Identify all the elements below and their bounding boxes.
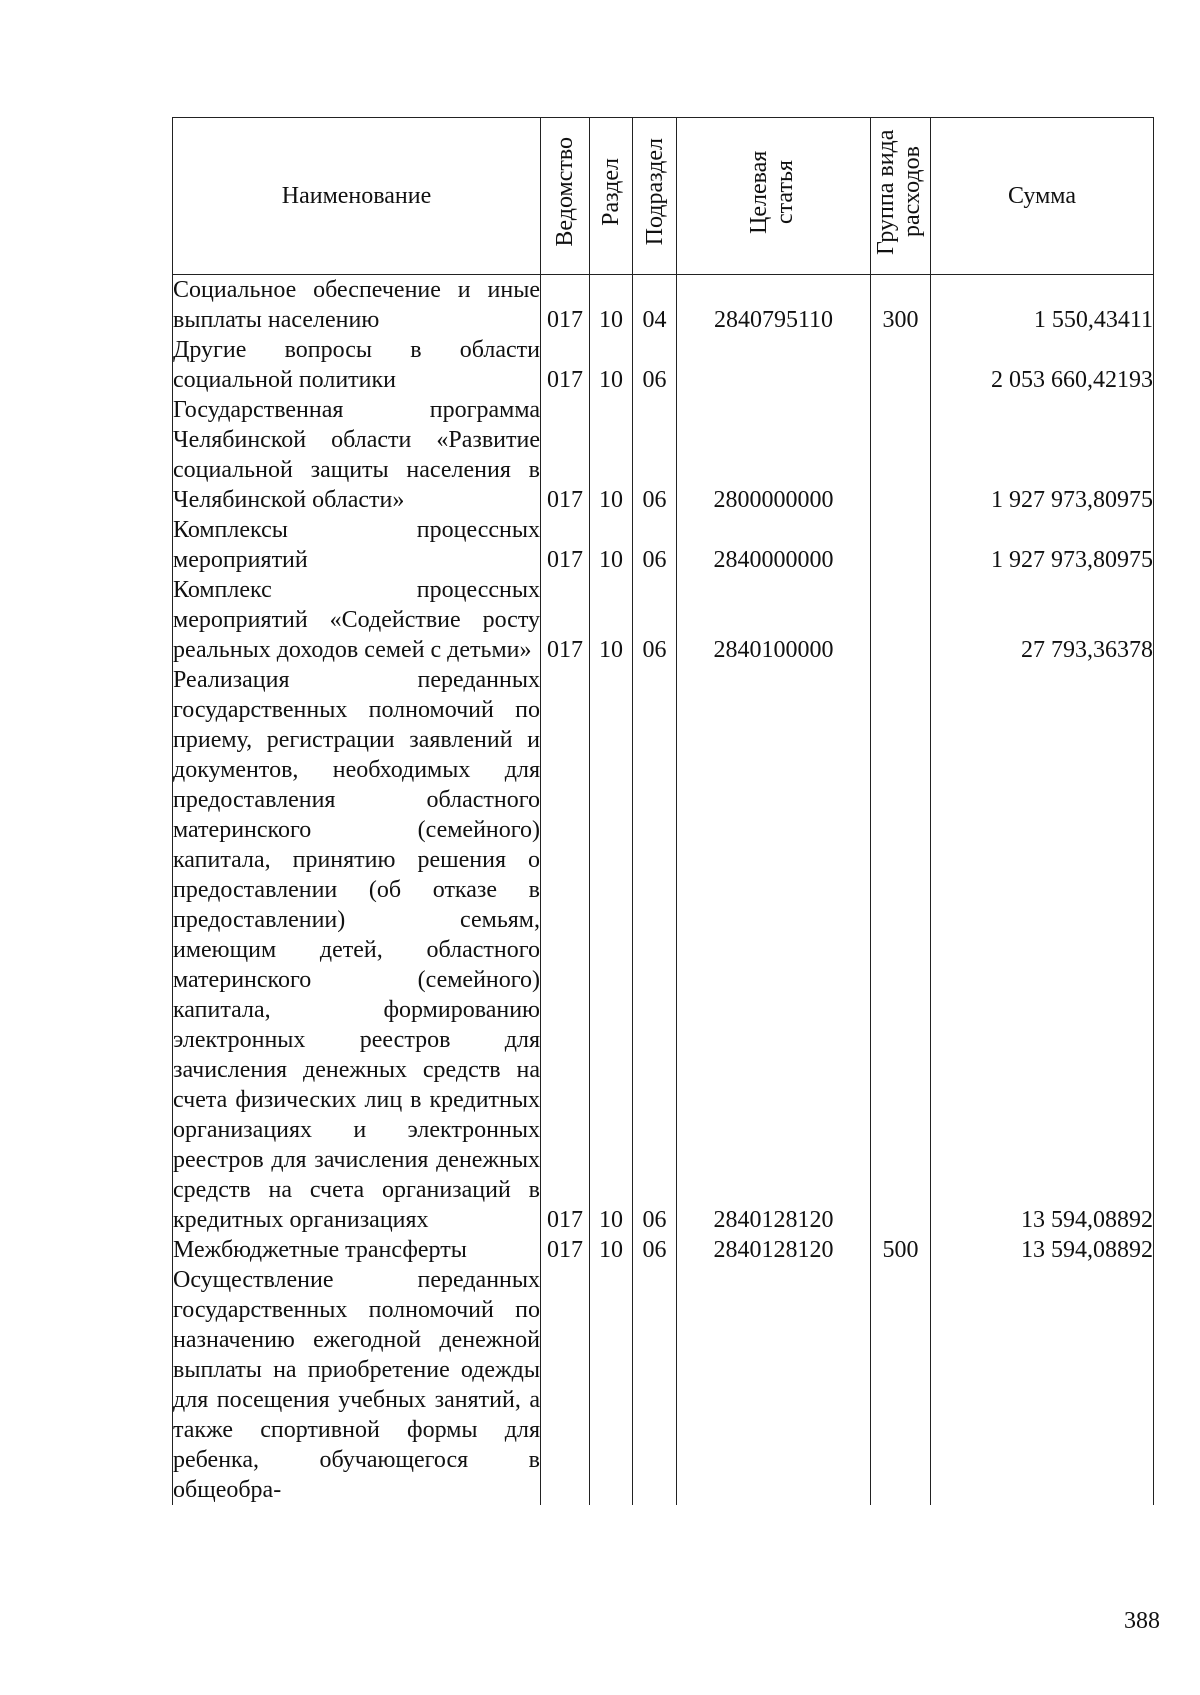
row-gruppa [871,1265,931,1505]
row-summa: 27 793,36378 [931,575,1154,665]
row-podrazdel: 06 [633,395,677,515]
row-celevaya: 2840000000 [677,515,871,575]
row-podrazdel: 06 [633,335,677,395]
row-celevaya: 2800000000 [677,395,871,515]
table-row [173,395,1154,515]
table-row [173,1235,1154,1265]
row-podrazdel: 04 [633,275,677,336]
row-celevaya [677,335,871,395]
row-celevaya: 2840100000 [677,575,871,665]
row-celevaya: 2840128120 [677,1235,871,1265]
row-podrazdel: 06 [633,575,677,665]
row-podrazdel: 06 [633,1235,677,1265]
table-row [173,1265,1154,1505]
row-razdel: 10 [590,275,633,336]
header-podrazdel: Подраздел [633,118,677,275]
row-summa: 13 594,08892 [931,665,1154,1235]
row-gruppa [871,335,931,395]
row-podrazdel: 06 [633,515,677,575]
row-razdel: 10 [590,335,633,395]
row-gruppa [871,665,931,1235]
row-celevaya: 2840128120 [677,665,871,1235]
header-celevaya: Целевая статья [677,118,871,275]
row-ved: 017 [541,395,590,515]
row-name: Социальное обеспечение и иные выплаты населению [173,275,541,336]
row-razdel: 10 [590,1235,633,1265]
row-gruppa: 300 [871,275,931,336]
table-row [173,665,1154,1235]
table-row [173,275,1154,336]
budget-table [172,117,1154,1505]
row-gruppa [871,575,931,665]
row-podrazdel: 06 [633,665,677,1235]
row-razdel: 10 [590,665,633,1235]
header-gruppa: Группа вида расходов [871,118,931,275]
row-ved: 017 [541,515,590,575]
row-ved: 017 [541,575,590,665]
row-gruppa [871,395,931,515]
row-razdel: 10 [590,575,633,665]
row-ved: 017 [541,275,590,336]
row-summa: 1 927 973,80975 [931,395,1154,515]
page-number: 388 [1124,1608,1160,1634]
row-summa: 2 053 660,42193 [931,335,1154,395]
row-ved: 017 [541,665,590,1235]
row-summa: 1 550,43411 [931,275,1154,336]
row-name: Реализация переданных государственных полномочий по приему, регистрации заявлений и документов, необходимых для предоставления областного материнского (семейного) капитала, принятию решения о предоставлении (об отказе в предоставлении) семьям, имеющим детей, областного материнского (семейного) капитала, формированию электронных реестров для зачисления денежных средств на счета физических лиц в кредитных организациях и электронных реестров для зачисления денежных средств на счета организаций в кредитных организациях [173,667,540,1233]
row-celevaya: 2840795110 [677,275,871,336]
table-header-row [173,118,1154,275]
row-summa: 13 594,08892 [931,1235,1154,1265]
header-name: Наименование [173,118,541,275]
row-gruppa: 500 [871,1235,931,1265]
row-razdel: 10 [590,515,633,575]
header-razdel: Раздел [590,118,633,275]
row-name: Государственная программа Челябинской области «Развитие социальной защиты населения в Челябинской области» [173,397,540,513]
row-celevaya [677,1265,871,1505]
row-razdel [590,1265,633,1505]
row-name: Другие вопросы в области социальной политики [173,337,540,393]
table-row [173,335,1154,395]
row-name: Осуществление переданных государственных полномочий по назначению ежегодной денежной выплаты на приобретение одежды для посещения учебных занятий, а также спортивной формы для ребенка, обучающегося в общеобра- [173,1267,540,1503]
row-summa: 1 927 973,80975 [931,515,1154,575]
table-row [173,515,1154,575]
row-ved [541,1265,590,1505]
row-name: Межбюджетные трансферты [173,1235,541,1265]
row-razdel: 10 [590,395,633,515]
row-summa [931,1265,1154,1505]
header-summa: Сумма [931,118,1154,275]
row-ved: 017 [541,335,590,395]
header-ved: Ведомство [541,118,590,275]
table-row [173,575,1154,665]
row-gruppa [871,515,931,575]
row-name: Комплексы процессных мероприятий [173,517,540,573]
row-name: Комплекс процессных мероприятий «Содействие росту реальных доходов семей с детьми» [173,577,540,663]
row-podrazdel [633,1265,677,1505]
row-ved: 017 [541,1235,590,1265]
